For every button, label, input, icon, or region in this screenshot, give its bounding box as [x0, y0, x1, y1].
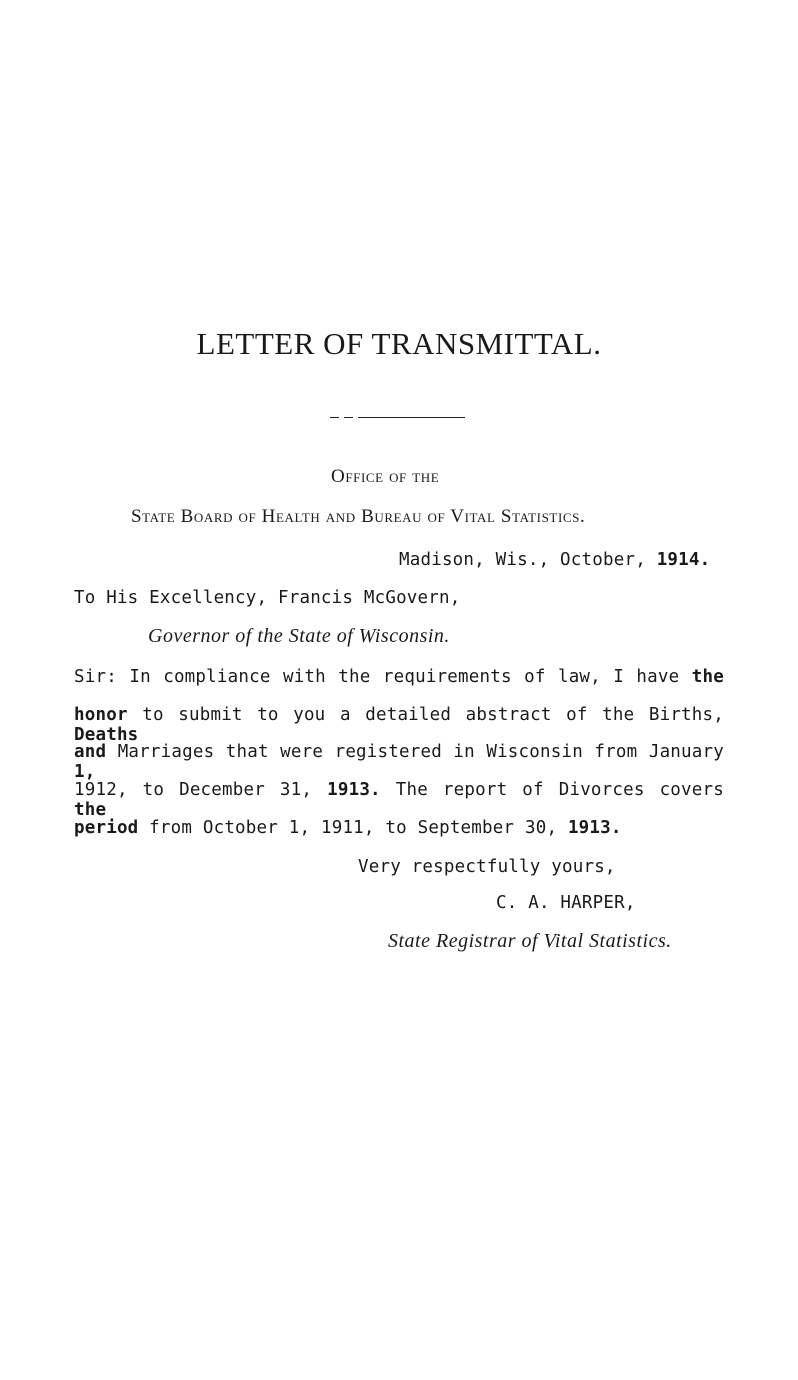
- body-line-1: Sir: In compliance with the requirements of law, I have the: [74, 667, 724, 687]
- valediction: Very respectfully yours,: [358, 857, 616, 877]
- office-line-2: State Board of Health and Bureau of Vital Statistics.: [131, 506, 586, 527]
- signer-title: State Registrar of Vital Statistics.: [388, 930, 672, 952]
- signer-name: C. A. HARPER,: [496, 893, 636, 913]
- body-line-2: honor to submit to you a detailed abstract of the Births, Deaths: [74, 705, 724, 745]
- divider-rule-long: [358, 417, 465, 418]
- body-line-3: and Marriages that were registered in Wisconsin from January 1,: [74, 742, 724, 782]
- divider-rule-dash-2: [344, 417, 353, 418]
- dateline-place: Madison, Wis., October,: [399, 550, 646, 570]
- salutation-position: Governor of the State of Wisconsin.: [148, 625, 450, 647]
- dateline: [399, 550, 710, 570]
- divider-rule-dash-1: [330, 417, 339, 418]
- body-sir: Sir:: [74, 667, 117, 687]
- body-line-4: 1912, to December 31, 1913. The report of Divorces covers the: [74, 780, 724, 820]
- body-line-5: period from October 1, 1911, to September 30, 1913.: [74, 818, 622, 838]
- dateline-year: 1914.: [656, 550, 711, 570]
- page-title: LETTER OF TRANSMITTAL.: [196, 326, 602, 361]
- salutation-addressee: To His Excellency, Francis McGovern,: [74, 588, 461, 608]
- office-line-1: Office of the: [331, 466, 440, 487]
